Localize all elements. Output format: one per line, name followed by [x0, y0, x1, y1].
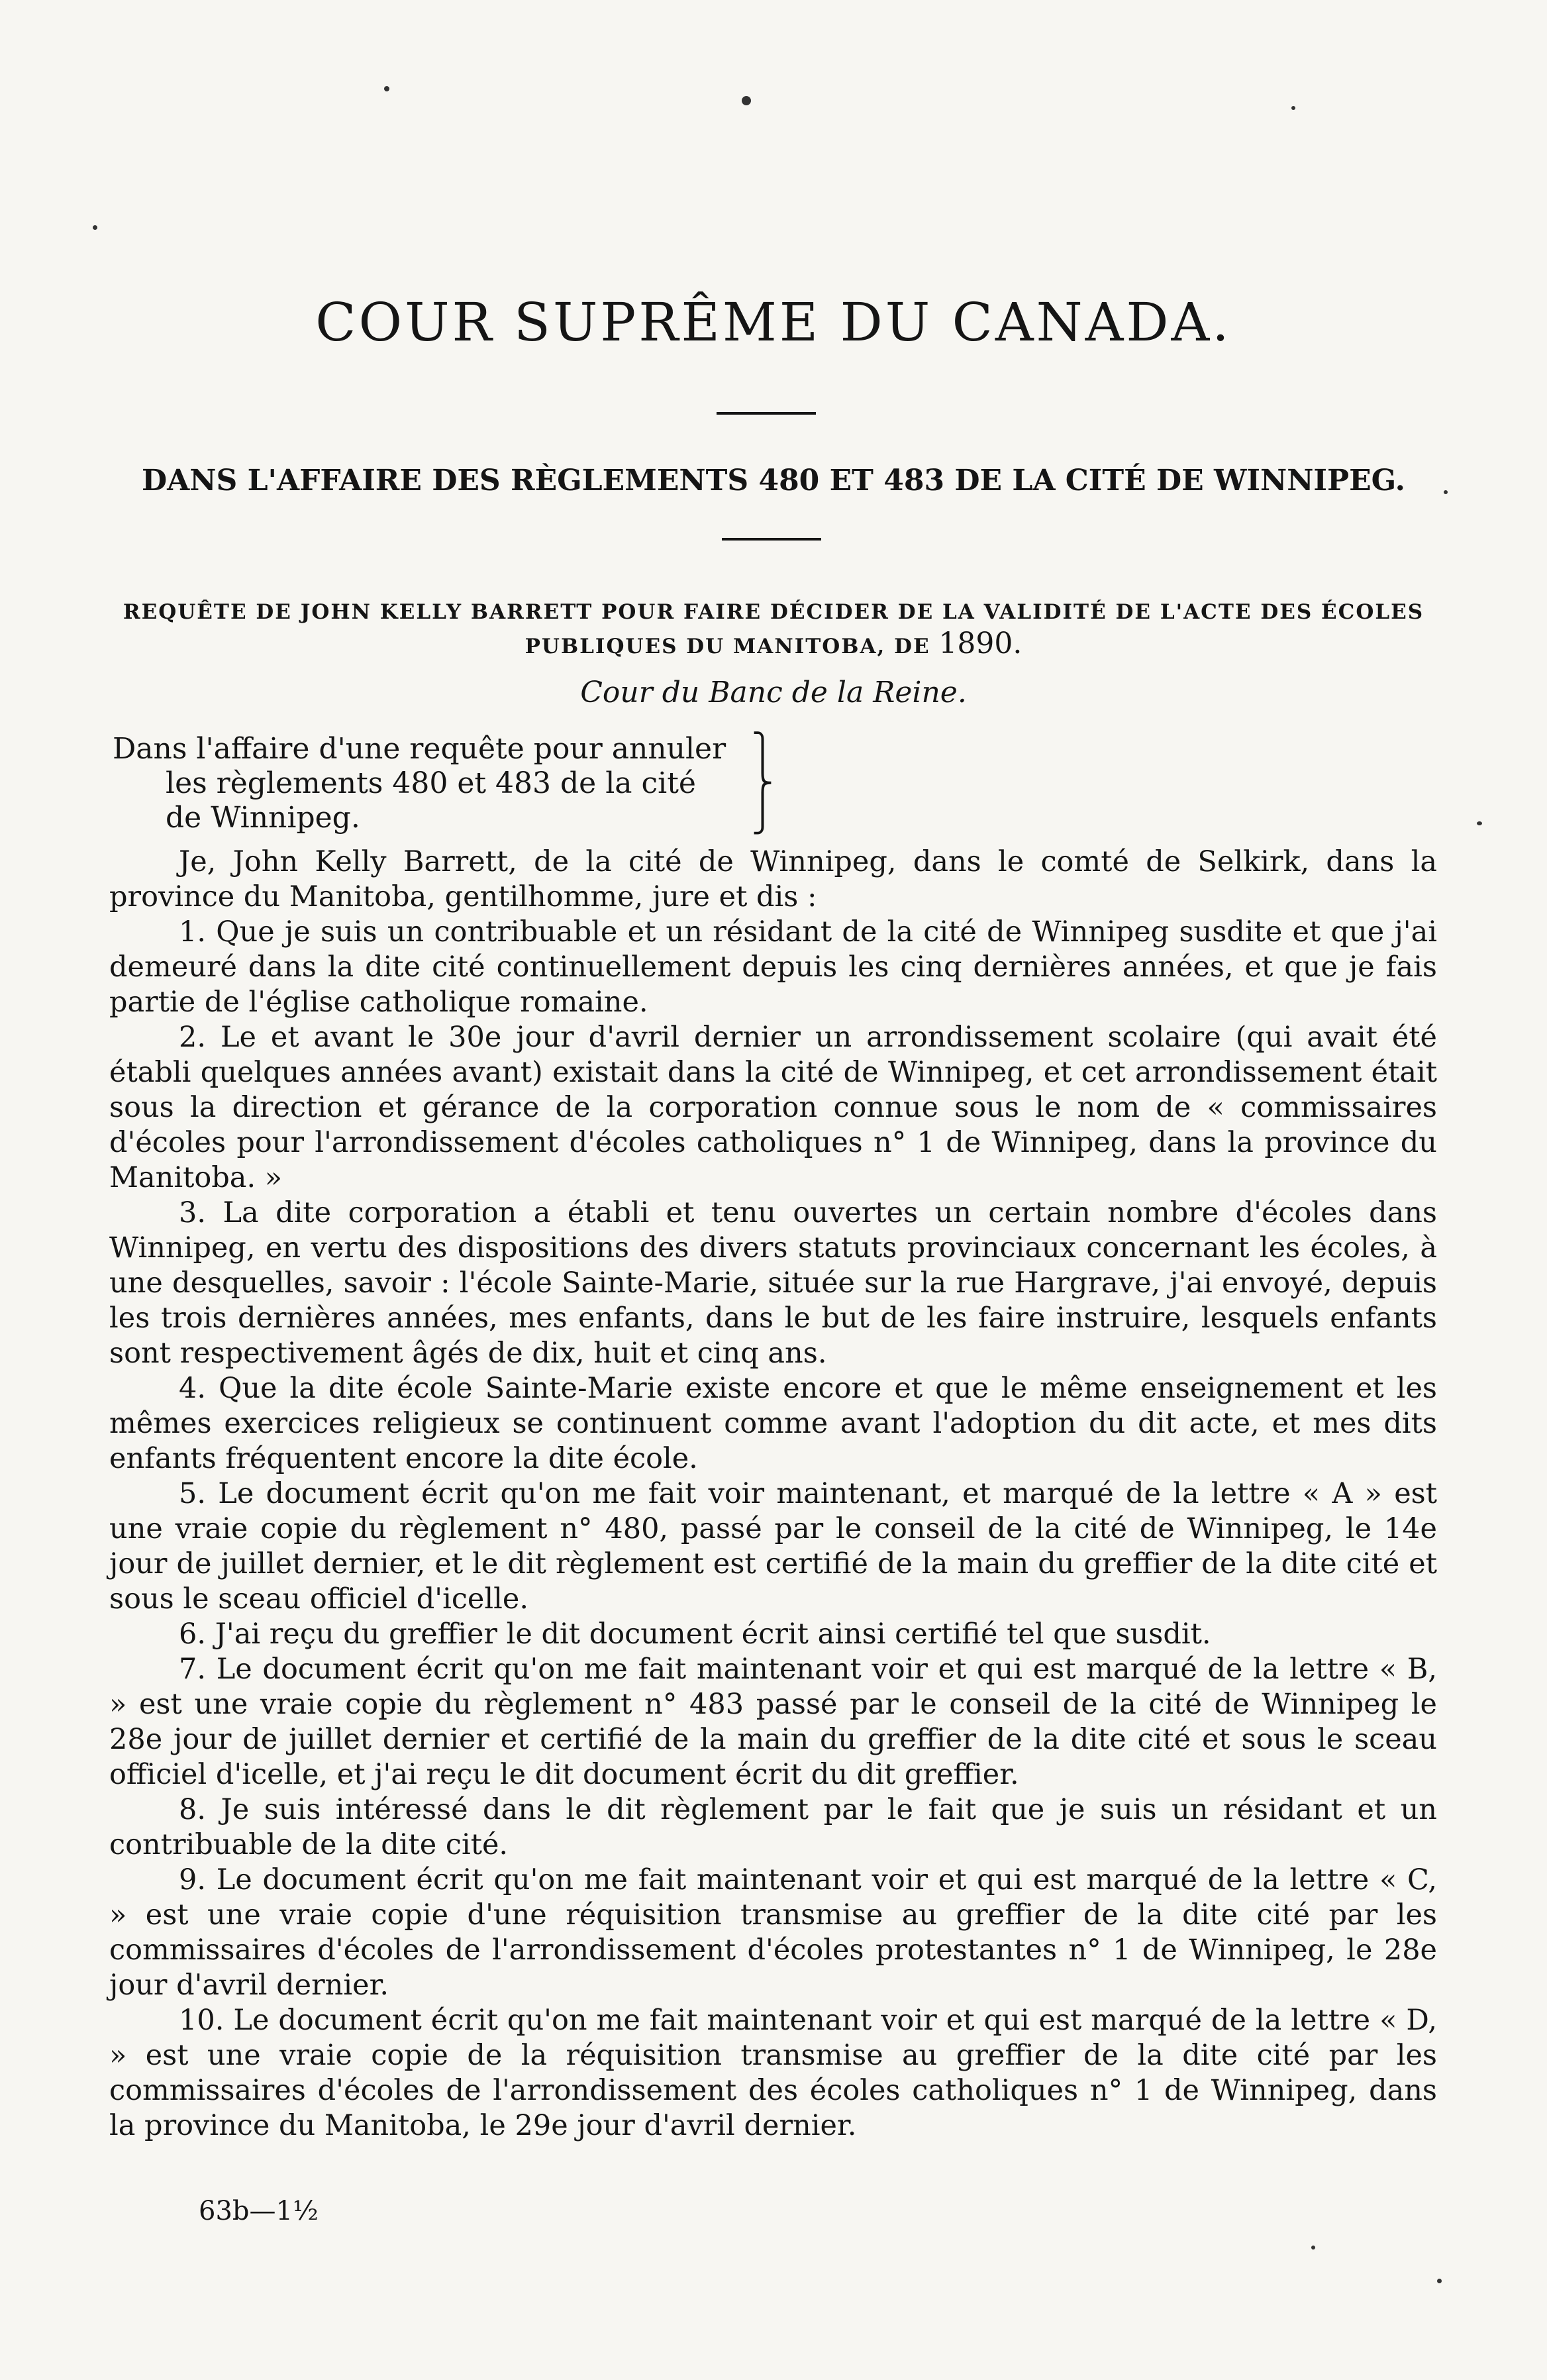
- signature-mark: 63b—1½: [199, 2196, 319, 2226]
- paragraph-5: 5. Le document écrit qu'on me fait voir maintenant, et marqué de la lettre « A » est une vraie copie du règlement n° 480, passé par le conseil de la cité de Winnipeg, le 14e jour de juillet dernier, et le dit règlement est certifié de la main du greffier de la dite cité et sous le sceau officiel d'icelle.: [109, 1477, 1437, 1616]
- paragraph-4: 4. Que la dite école Sainte-Marie existe encore et que le même enseignement et les mêmes exercices religieux se continuent comme avant l'adoption du dit acte, et mes dits enfants fréquentent encore la dite école.: [109, 1372, 1437, 1475]
- caption-brace: ⎫ ⎬ ⎭: [752, 732, 774, 835]
- scan-speck: [1444, 490, 1448, 494]
- request-year: 1890.: [938, 627, 1023, 660]
- affidavit-body: [109, 845, 1437, 2144]
- paragraph-9: 9. Le document écrit qu'on me fait maintenant voir et qui est marqué de la lettre « C, » est une vraie copie d'une réquisition transmise au greffier de la dite cité par les commissaires d'écoles de l'arrondissement d'écoles protestantes n° 1 de Winnipeg, le 28e jour d'avril dernier.: [109, 1863, 1437, 2002]
- scan-speck: [1437, 2279, 1442, 2283]
- court-subtitle: Cour du Banc de la Reine.: [580, 676, 967, 709]
- paragraph-10: 10. Le document écrit qu'on me fait maintenant voir et qui est marqué de la lettre « D, » est une vraie copie de la réquisition transmise au greffier de la dite cité par les commissaires d'écoles de l'arrondissement des écoles catholiques n° 1 de Winnipeg, dans la province du Manitoba, le 29e jour d'avril dernier.: [109, 2004, 1437, 2142]
- paragraph-8: 8. Je suis intéressé dans le dit règlement par le fait que je suis un résidant et un contribuable de la dite cité.: [109, 1793, 1437, 1861]
- scan-speck: [384, 86, 389, 91]
- paragraph-3: 3. La dite corporation a établi et tenu ouvertes un certain nombre d'écoles dans Winnipeg, en vertu des dispositions des divers statuts provinciaux concernant les écoles, à une desquelles, savoir : l'école Sainte-Marie, située sur la rue Hargrave, j'ai envoyé, depuis les trois dernières années, mes enfants, dans le but de les faire instruire, lesquels enfants sont respectivement âgés de dix, huit et cinq ans.: [109, 1196, 1437, 1370]
- paragraph-2: 2. Le et avant le 30e jour d'avril dernier un arrondissement scolaire (qui avait été établi quelques années avant) existait dans la cité de Winnipeg, et cet arrondissement était sous la direction et gérance de la corporation connue sous le nom de « commissaires d'écoles pour l'arrondissement d'écoles catholiques n° 1 de Winnipeg, dans la province du Manitoba. »: [109, 1021, 1437, 1194]
- title-rule: [717, 412, 816, 415]
- paragraph-6: 6. J'ai reçu du greffier le dit document écrit ainsi certifié tel que susdit.: [179, 1618, 1211, 1651]
- request-text: REQUÊTE DE JOHN KELLY BARRETT POUR FAIRE DÉCIDER DE LA VALIDITÉ DE L'ACTE DES ÉCOLES PUBLIQUES DU MANITOBA, DE: [123, 600, 1424, 658]
- scan-speck: [93, 225, 97, 230]
- request-heading: [109, 596, 1438, 662]
- affair-title: DANS L'AFFAIRE DES RÈGLEMENTS 480 ET 483 DE LA CITÉ DE WINNIPEG.: [142, 464, 1405, 497]
- paragraph-7: 7. Le document écrit qu'on me fait maintenant voir et qui est marqué de la lettre « B, » est une vraie copie du règlement n° 483 passé par le conseil de la cité de Winnipeg le 28e jour de juillet dernier et certifié de la main du greffier de la dite cité et sous le sceau officiel d'icelle, et j'ai reçu le dit document écrit du dit greffier.: [109, 1653, 1437, 1791]
- scan-speck: [1311, 2246, 1315, 2250]
- scan-speck: [1477, 821, 1482, 825]
- paragraph-intro: Je, John Kelly Barrett, de la cité de Winnipeg, dans le comté de Selkirk, dans la province du Manitoba, gentilhomme, jure et dis :: [109, 845, 1437, 913]
- affair-rule: [722, 538, 821, 541]
- case-caption: [113, 732, 788, 835]
- caption-line: Dans l'affaire d'une requête pour annuler: [113, 732, 726, 766]
- scan-speck: [742, 96, 751, 105]
- caption-line: de Winnipeg.: [166, 801, 360, 835]
- paragraph-1: 1. Que je suis un contribuable et un résidant de la cité de Winnipeg susdite et que j'ai demeuré dans la dite cité continuellement depuis les cinq dernières années, et que je fais partie de l'église catholique romaine.: [109, 915, 1437, 1019]
- caption-line: les règlements 480 et 483 de la cité: [166, 766, 696, 800]
- scan-speck: [1291, 106, 1295, 110]
- court-title: COUR SUPRÊME DU CANADA.: [315, 291, 1232, 353]
